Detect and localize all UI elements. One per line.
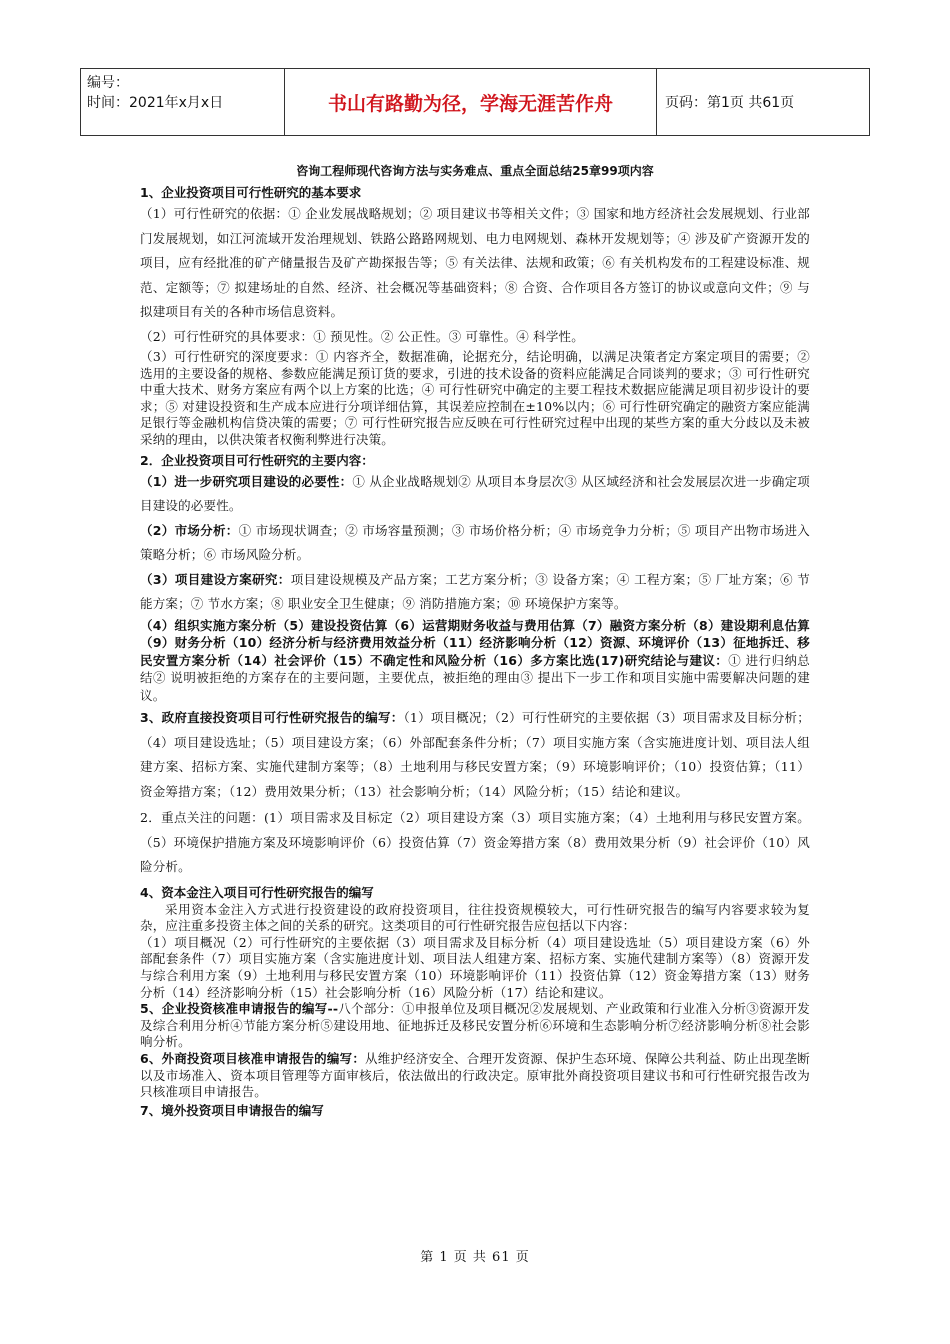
- section-3-para-1: [140, 706, 810, 804]
- section-2-para-2-text: ① 市场现状调查；② 市场容量预测；③ 市场价格分析；④ 市场竞争力分析；⑤ 项目产出物市场进入策略分析；⑥ 市场风险分析。: [140, 522, 810, 563]
- section-2-para-1: [140, 470, 810, 519]
- time-label: 时间：2021年x月x日: [87, 95, 224, 111]
- section-1-para-2: （2）可行性研究的具体要求：① 预见性。② 公正性。③ 可靠性。④ 科学性。: [140, 328, 584, 344]
- page-header: [80, 68, 870, 136]
- section-1-heading: 1、企业投资项目可行性研究的基本要求: [140, 185, 362, 200]
- section-6-heading: 6、外商投资项目核准申请报告的编写：: [140, 1050, 366, 1066]
- document-body: [140, 156, 810, 1120]
- section-6-text: 从维护经济安全、合理开发资源、保护生态环境、保障公共利益、防止出现垄断以及市场准入、资本项目管理等方面审核后，依法做出的行政决定。原审批外商投资项目建议书和可行性研究报告改为只核准项目申请报告。: [140, 1050, 810, 1100]
- header-motto: 书山有路勤为径，学海无涯苦作舟: [285, 69, 657, 135]
- section-7-heading: 7、境外投资项目申请报告的编写: [140, 1102, 324, 1118]
- section-2-para-3-text: 项目建设规模及产品方案；工艺方案分析；③ 设备方案；④ 工程方案；⑤ 厂址方案；⑥ 节能方案；⑦ 节水方案；⑧ 职业安全卫生健康；⑨ 消防措施方案；⑩ 环境保护方案等。: [140, 571, 810, 612]
- section-2-para-4-lead: （4）组织实施方案分析（5）建设投资估算（6）运营期财务收益与费用估算（7）融资方案分析（8）建设期利息估算（9）财务分析（10）经济分析与经济费用效益分析（11）经济影响分析（12）资源、环境评价（13）征地拆迁、移民安置方案分析（14）社会评价（15）不确定性和风险分析（16）多方案比选(17)研究结论与建议：: [140, 617, 810, 668]
- section-3-text: （1）项目概况；（2）可行性研究的主要依据（3）项目需求及目标分析；（4）项目建设选址；（5）项目建设方案；（6）外部配套条件分析；（7）项目实施方案（含实施进度计划、项目法人组建方案、招标方案、实施代建制方案等；（8）土地利用与移民安置方案；（9）环境影响评价；（10）投资估算；（11）资金筹措方案；（12）费用效果分析；（13）社会影响分析；（14）风险分析；（15）结论和建议。: [140, 710, 810, 799]
- section-5-para: [140, 1001, 810, 1051]
- section-1-para-1: （1）可行性研究的依据：① 企业发展战略规划；② 项目建议书等相关文件；③ 国家和地方经济社会发展规划、行业部门发展规划，如江河流域开发治理规划、铁路公路路网规划、电力电网规划、森林开发规划等；④ 涉及矿产资源开发的项目，应有经批准的矿产储量报告及矿产勘探报告等；⑤ 有关法律、法规和政策；⑥ 有关机构发布的工程建设标准、规范、定额等；⑦ 拟建场址的自然、经济、社会概况等基础资料；⑧ 合资、合作项目各方签订的协议或意向文件；⑨ 与拟建项目有关的各种市场信息资料。: [140, 206, 810, 319]
- section-5-heading: 5、企业投资核准申请报告的编写--: [140, 1001, 339, 1017]
- section-1-para-3: （3）可行性研究的深度要求：① 内容齐全，数据准确，论据充分，结论明确，以满足决策者定方案定项目的需要；② 选用的主要设备的规格、参数应能满足预订货的要求，引进的技术设备的资料应能满足合同谈判的要求；③ 可行性研究中重大技术、财务方案应有两个以上方案的比选；④ 可行性研究中确定的主要工程技术数据应能满足项目初步设计的要求；⑤ 对建设投资和生产成本应进行分项详细估算，其误差应控制在±10%以内；⑥ 可行性研究确定的融资方案应能满足银行等金融机构信贷决策的需要；⑦ 可行性研究报告应反映在可行性研究过程中出现的某些方案的重大分歧以及未被采纳的理由，以供决策者权衡利弊进行决策。: [140, 349, 810, 447]
- section-2-heading: 2．企业投资项目可行性研究的主要内容：: [140, 452, 374, 468]
- header-meta-cell: [81, 69, 285, 135]
- section-5-text: 八个部分：①申报单位及项目概况②发展规划、产业政策和行业准入分析③资源开发及综合利用分析④节能方案分析⑤建设用地、征地拆迁及移民安置分析⑥环境和生态影响分析⑦经济影响分析⑧社会影响分析。: [140, 1001, 810, 1050]
- header-page-label: 页码：第1页 共61页: [665, 95, 795, 111]
- page-footer: 第 1 页 共 61 页: [420, 1250, 530, 1265]
- section-4-para-1: 采用资本金注入方式进行投资建设的政府投资项目，往往投资规模较大，可行性研究报告的编写内容要求较为复杂，应注重多投资主体之间的关系的研究。这类项目的可行性研究报告应包括以下内容：: [140, 901, 810, 934]
- number-label: 编号：: [87, 75, 129, 91]
- section-3-para-2: 2．重点关注的问题：(1）项目需求及目标定（2）项目建设方案（3）项目实施方案；（4）土地利用与移民安置方案。（5）环境保护措施方案及环境影响评价（6）投资估算（7）资金筹措方案（8）费用效果分析（9）社会评价（10）风险分析。: [140, 810, 810, 875]
- section-2-para-3: [140, 568, 810, 617]
- section-6-para: [140, 1051, 810, 1101]
- section-2-para-4-text: ① 进行归纳总结② 说明被拒绝的方案存在的主要问题，主要优点，被拒绝的理由③ 提出下一步工作和项目实施中需要解决问题的建议。: [140, 652, 811, 703]
- section-2-para-2-lead: （2）市场分析：: [140, 522, 239, 538]
- section-4-heading: 4、资本金注入项目可行性研究报告的编写: [140, 884, 374, 900]
- section-2-para-1-lead: （1）进一步研究项目建设的必要性：: [140, 473, 353, 489]
- section-2-para-3-lead: （3）项目建设方案研究：: [140, 571, 291, 587]
- section-3-heading: 3、政府直接投资项目可行性研究报告的编写：: [140, 710, 404, 726]
- document-title: 咨询工程师现代咨询方法与实务难点、重点全面总结25章99项内容: [296, 164, 654, 178]
- section-2-para-4: [140, 617, 810, 705]
- section-2-para-1-text: ① 从企业战略规划② 从项目本身层次③ 从区域经济和社会发展层次进一步确定项目建设的必要性。: [140, 473, 810, 514]
- section-4-para-2: （1）项目概况（2）可行性研究的主要依据（3）项目需求及目标分析（4）项目建设选址（5）项目建设方案（6）外部配套条件（7）项目实施方案（含实施进度计划、项目法人组建方案、招标方案、实施代建制方案等）（8）资源开发与综合利用方案（9）土地利用与移民安置方案（10）环境影响评价（11）投资估算（12）资金筹措方案（13）财务分析（14）经济影响分析（15）社会影响分析（16）风险分析（17）结论和建议。: [140, 934, 810, 1000]
- section-2-para-2: [140, 519, 810, 568]
